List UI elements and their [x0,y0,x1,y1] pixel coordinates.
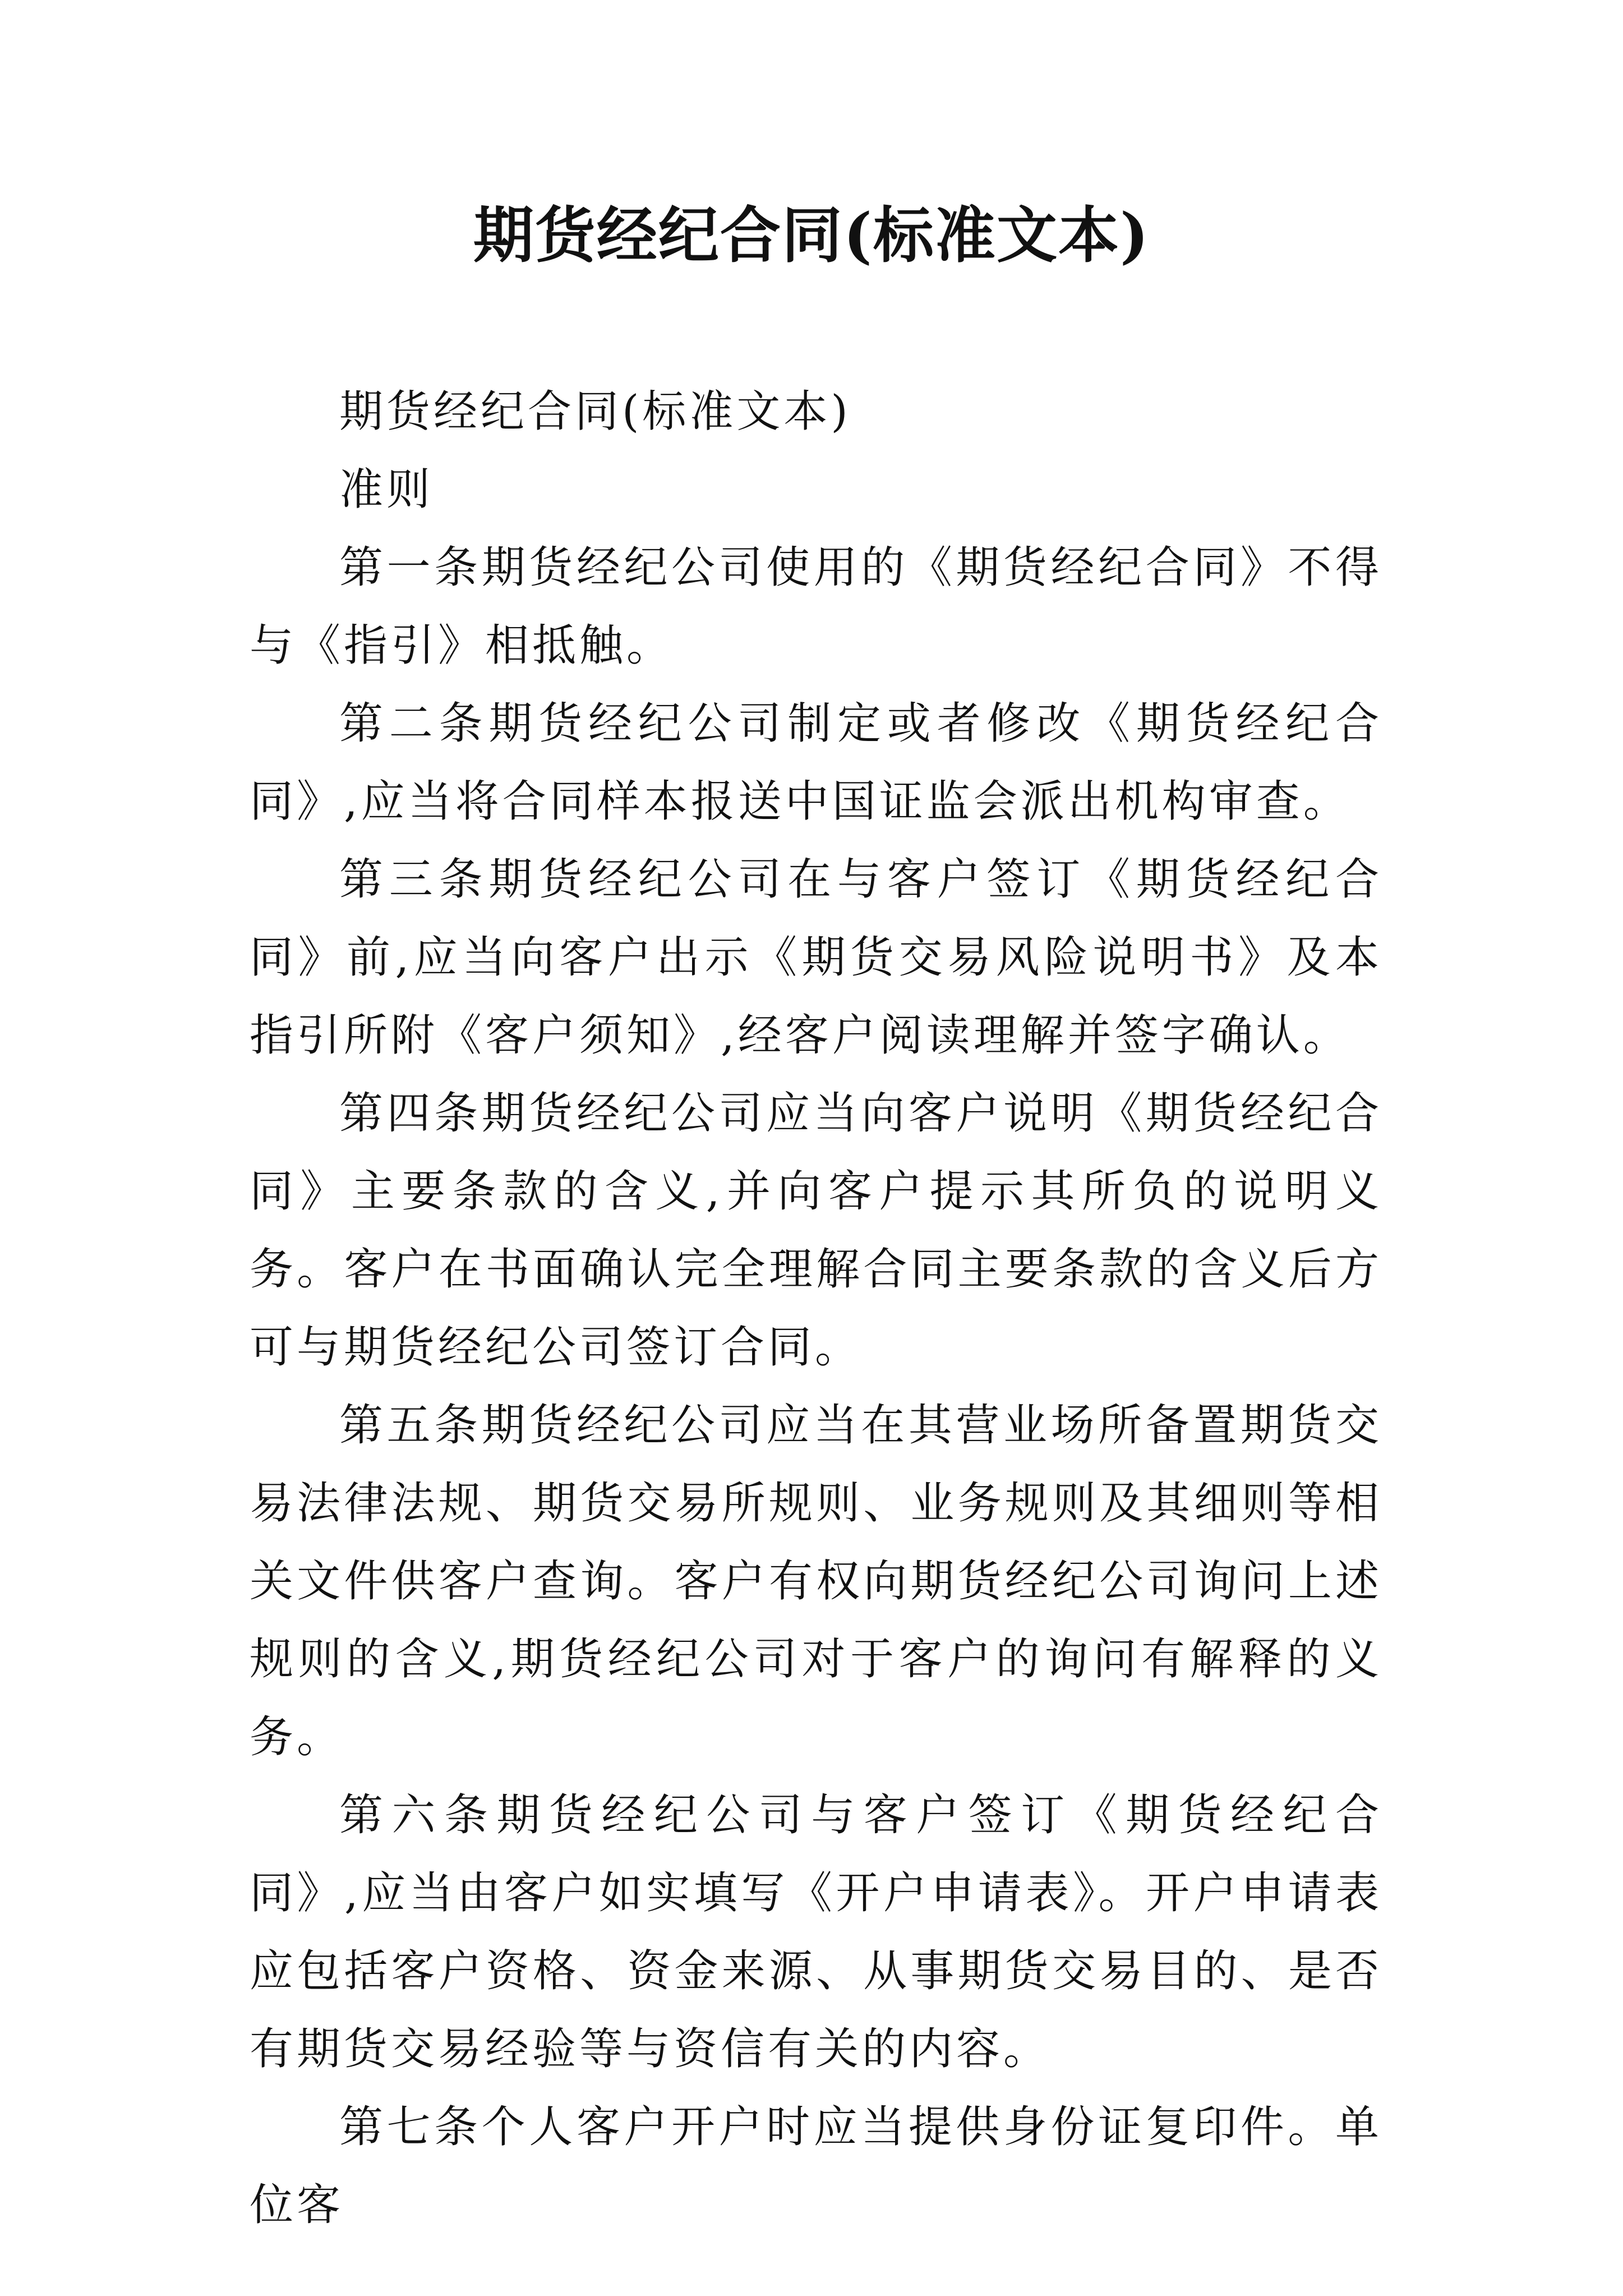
paragraph-article-4: 第四条期货经纪公司应当向客户说明《期货经纪合同》主要条款的含义,并向客户提示其所负的说明义务。客户在书面确认完全理解合同主要条款的含义后方可与期货经纪公司签订合同。 [250,1088,1382,1373]
paragraph-section-heading: 准则 [339,464,434,515]
paragraph-article-6: 第六条期货经纪公司与客户签订《期货经纪合同》,应当由客户如实填写《开户申请表》。开户申请表应包括客户资格、资金来源、从事期货交易目的、是否有期货交易经验等与资信有关的内容。 [250,1790,1382,2074]
document-body [250,373,1382,2244]
paragraph-article-3: 第三条期货经纪公司在与客户签订《期货经纪合同》前,应当向客户出示《期货交易风险说明书》及本指引所附《客户须知》,经客户阅读理解并签字确认。 [250,854,1382,1061]
paragraph-article-2: 第二条期货经纪公司制定或者修改《期货经纪合同》,应当将合同样本报送中国证监会派出机构审查。 [250,698,1382,827]
paragraph-article-5: 第五条期货经纪公司应当在其营业场所备置期货交易法律法规、期货交易所规则、业务规则及其细则等相关文件供客户查询。客户有权向期货经纪公司询问上述规则的含义,期货经纪公司对于客户的询问有解释的义务。 [250,1400,1382,1763]
paragraph-article-1: 第一条期货经纪公司使用的《期货经纪合同》不得与《指引》相抵触。 [250,542,1382,671]
paragraph-subtitle: 期货经纪合同(标准文本) [339,386,851,437]
paragraph-article-7: 第七条个人客户开户时应当提供身份证复印件。单位客 [250,2102,1382,2230]
document-title: 期货经纪合同(标准文本) [473,200,1150,271]
